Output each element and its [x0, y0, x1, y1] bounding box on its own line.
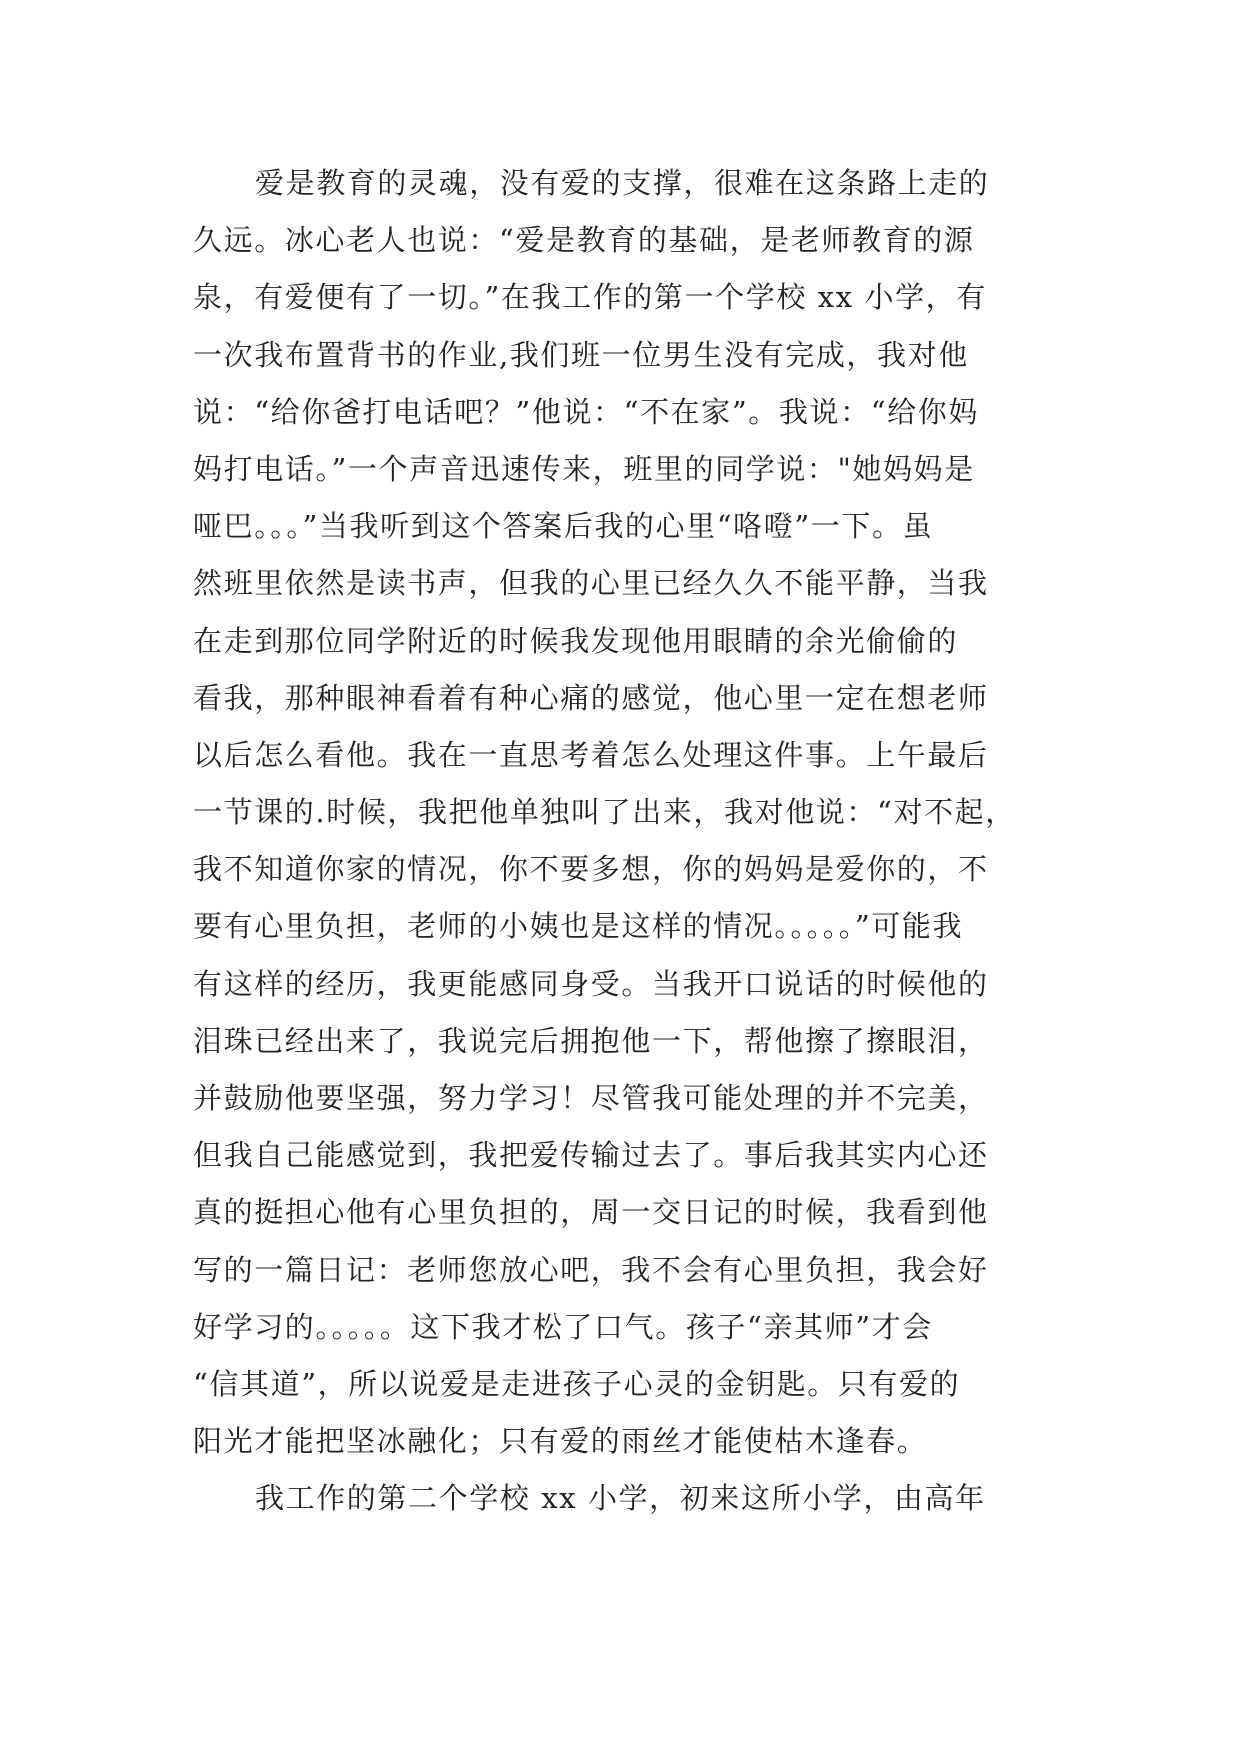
text-line: 有这样的经历，我更能感同身受。当我开口说话的时候他的 [193, 966, 989, 1001]
body-text [193, 155, 1053, 1528]
text-line: 以后怎么看他。我在一直思考着怎么处理这件事。上午最后 [193, 737, 989, 772]
text-line: 写的一篇日记：老师您放心吧，我不会有心里负担，我会好 [193, 1252, 989, 1287]
text-line: 阳光才能把坚冰融化；只有爱的雨丝才能使枯木逢春。 [193, 1424, 928, 1459]
text-line: 好学习的。。。。。这下我才松了口气。孩子“亲其师”才会 [193, 1309, 933, 1344]
text-line: 要有心里负担，老师的小姨也是这样的情况。。。。。”可能我 [193, 909, 964, 944]
text-line: 泪珠已经出来了，我说完后拥抱他一下，帮他擦了擦眼泪， [193, 1023, 989, 1058]
text-line: 妈打电话。”一个声音迅速传来，班里的同学说："她妈妈是 [193, 451, 975, 486]
text-line: 但我自己能感觉到，我把爱传输过去了。事后我其实内心还 [193, 1138, 989, 1173]
text-line: 我不知道你家的情况，你不要多想，你的妈妈是爱你的，不 [193, 852, 989, 887]
text-line: 真的挺担心他有心里负担的，周一交日记的时候，我看到他 [193, 1195, 989, 1230]
text-line: 泉，有爱便有了一切。”在我工作的第一个学校 xx 小学，有 [193, 280, 987, 315]
text-line: 并鼓励他要坚强，努力学习！尽管我可能处理的并不完美， [193, 1081, 989, 1115]
text-line: 我工作的第二个学校 xx 小学，初来这所小学，由高年 [255, 1481, 986, 1516]
text-line: 说：“给你爸打电话吧？”他说：“不在家”。我说：“给你妈 [193, 394, 979, 429]
text-line: 然班里依然是读书声，但我的心里已经久久不能平静，当我 [193, 566, 989, 601]
text-line: 看我，那种眼神看着有种心痛的感觉，他心里一定在想老师 [193, 680, 989, 715]
text-line: 一次我布置背书的作业,我们班一位男生没有完成，我对他 [193, 337, 969, 372]
paragraph-2 [193, 1470, 1053, 1527]
text-line: 哑巴。。。”当我听到这个答案后我的心里“咯噔”一下。虽 [193, 509, 934, 544]
text-line: 爱是教育的灵魂，没有爱的支撑，很难在这条路上走的 [255, 166, 990, 200]
text-line: 久远。冰心老人也说：“爱是教育的基础，是老师教育的源 [193, 223, 975, 258]
paragraph-1 [193, 155, 1053, 1470]
text-line: “信其道”，所以说爱是走进孩子心灵的金钥匙。只有爱的 [193, 1366, 961, 1401]
text-line: 在走到那位同学附近的时候我发现他用眼睛的余光偷偷的 [193, 623, 959, 658]
text-line: 一节课的.时候，我把他单独叫了出来，我对他说：“对不起， [193, 795, 1016, 830]
